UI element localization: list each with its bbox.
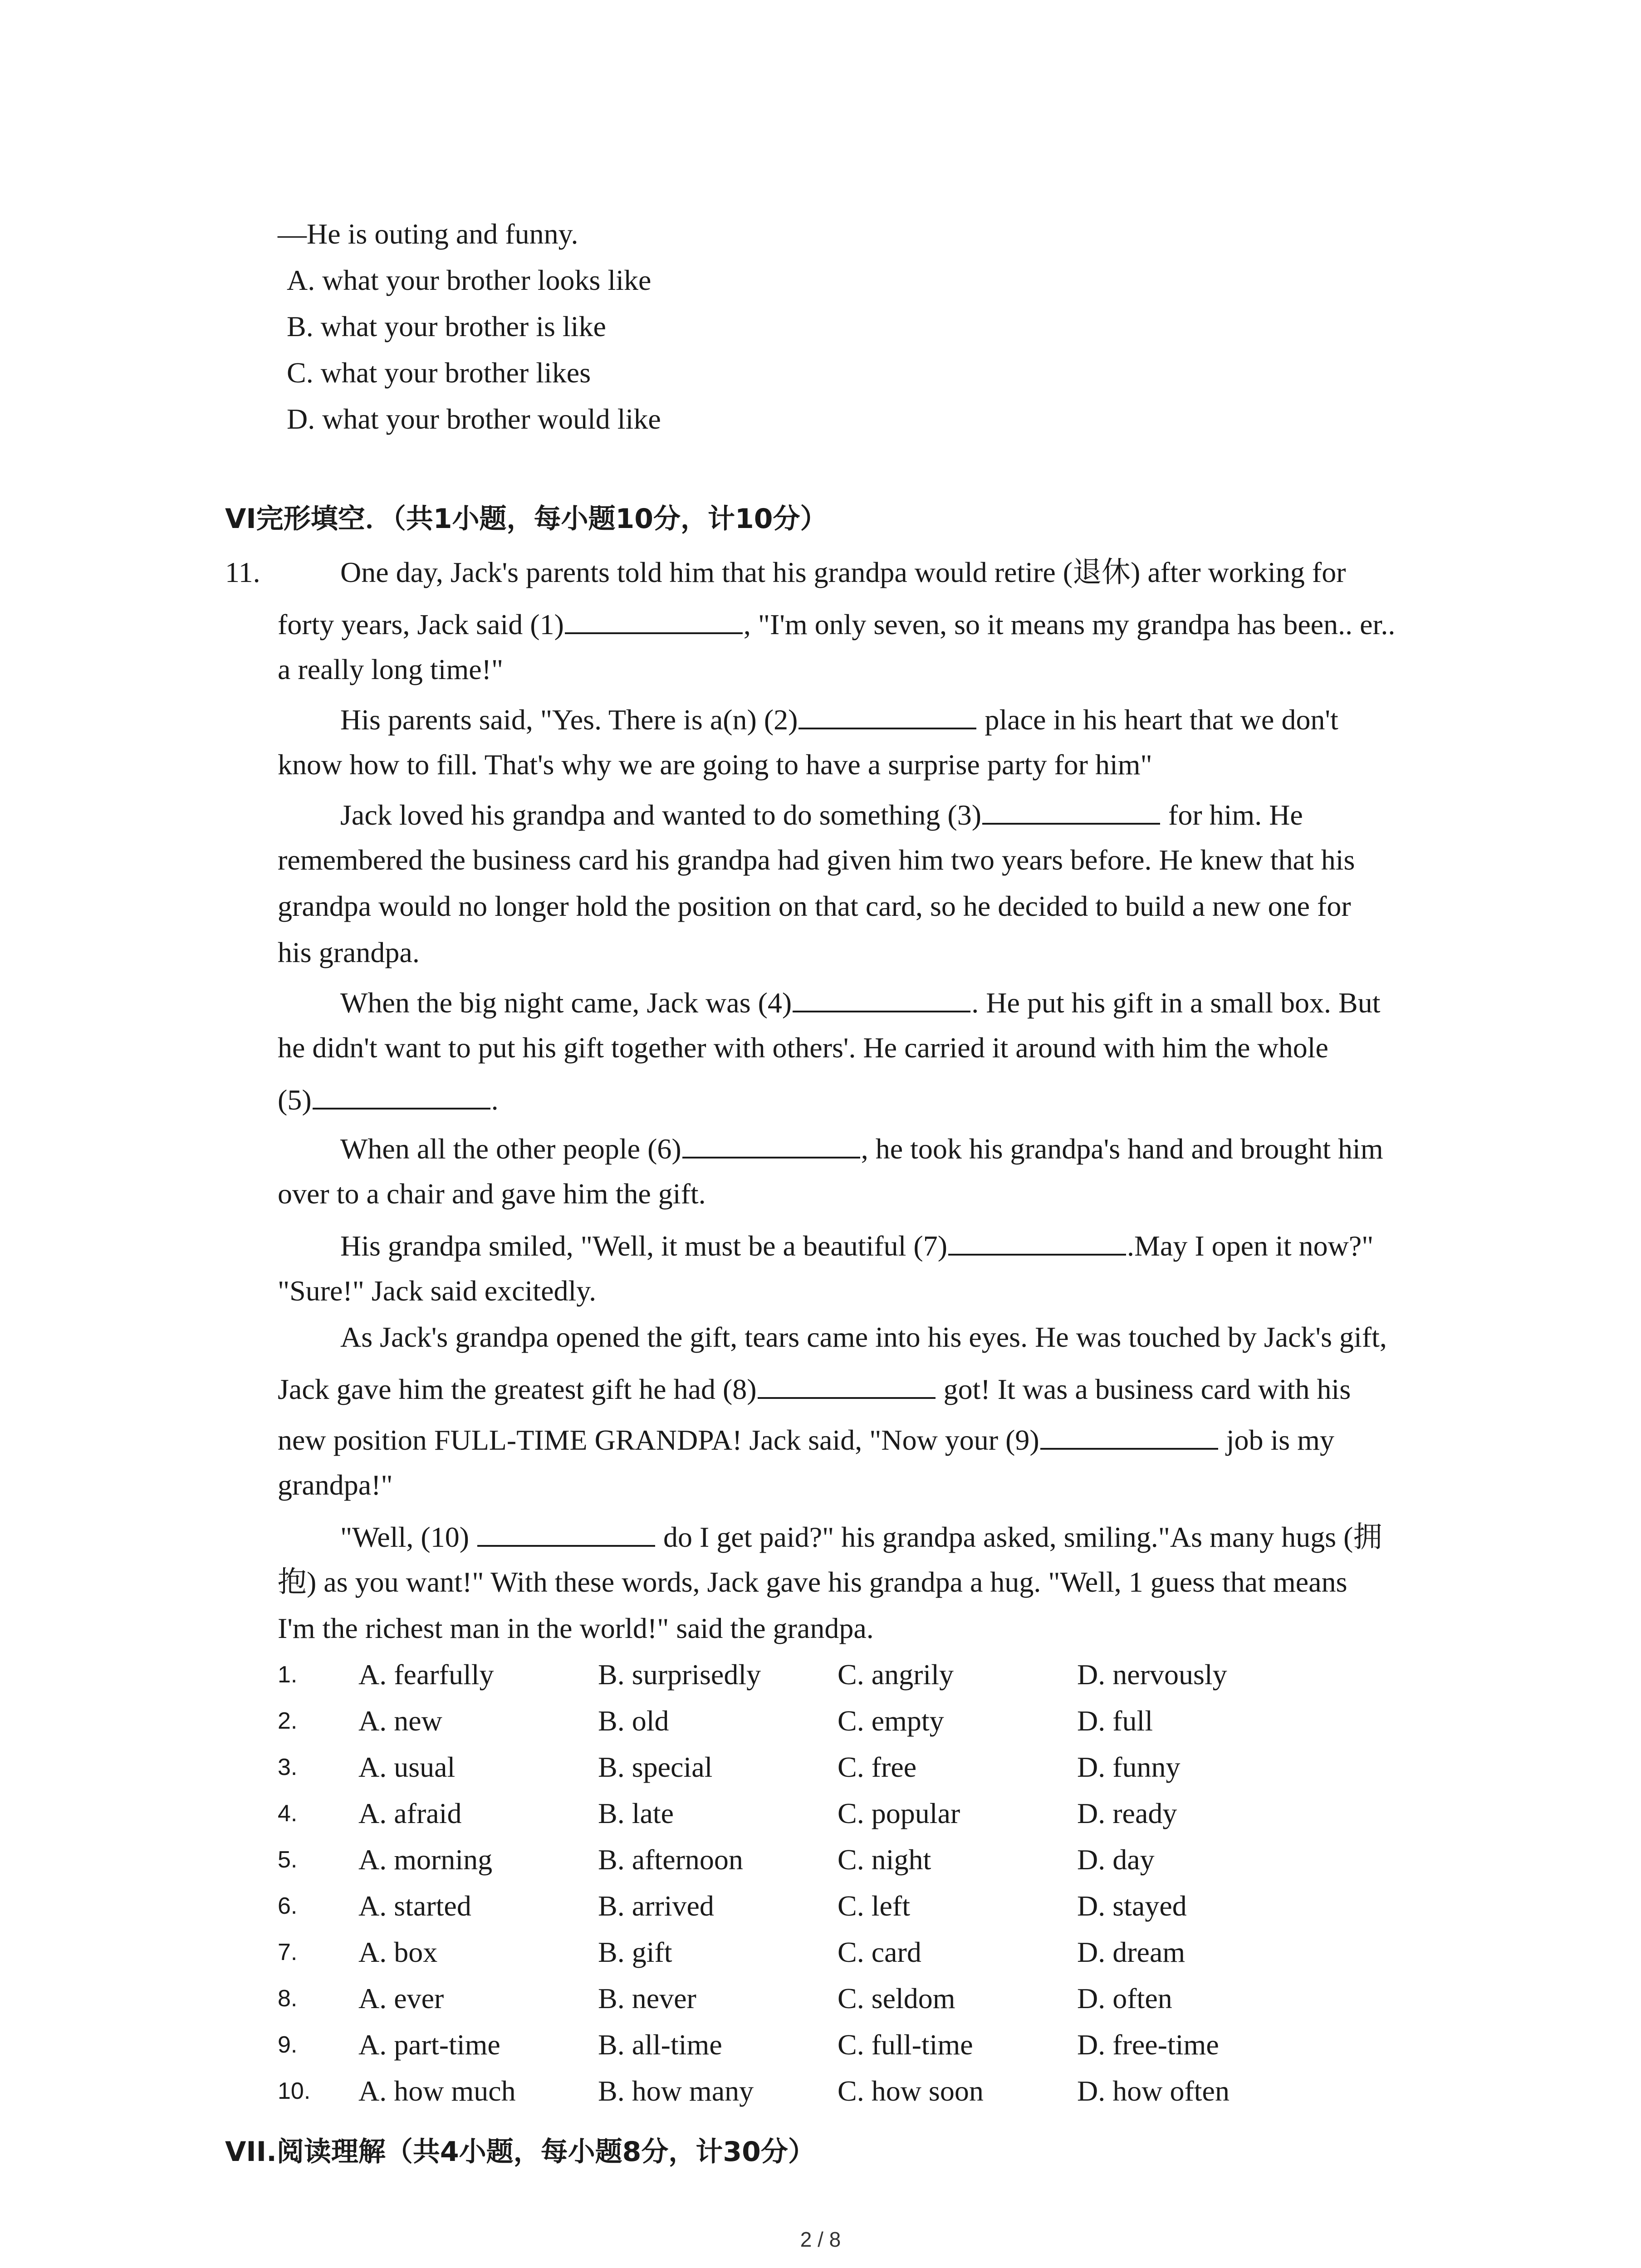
question-number: 11. [225, 556, 260, 588]
blank-9[interactable] [1040, 1421, 1218, 1450]
choice-option[interactable]: A. how much [358, 2075, 516, 2107]
blank-7[interactable] [948, 1227, 1126, 1256]
choice-option[interactable]: C. free [838, 1751, 917, 1783]
choice-option[interactable]: B. afternoon [598, 1843, 743, 1876]
carryover-option-a: A. what your brother looks like [287, 264, 652, 296]
choice-number: 7. [278, 1939, 298, 1965]
choice-number: 6. [278, 1893, 298, 1919]
choice-option[interactable]: A. usual [358, 1751, 456, 1783]
choice-number: 9. [278, 2032, 298, 2058]
choice-option[interactable]: D. how often [1077, 2075, 1230, 2107]
choice-option[interactable]: D. dream [1077, 1936, 1185, 1968]
choice-option[interactable]: B. gift [598, 1936, 672, 1968]
choice-option[interactable]: C. full-time [838, 2028, 973, 2061]
passage-line: One day, Jack's parents told him that his grandpa would retire (退休) after working for [340, 556, 1346, 588]
carryover-option-c: C. what your brother likes [287, 357, 591, 389]
choice-option[interactable]: C. empty [838, 1705, 944, 1737]
passage-line: remembered the business card his grandpa had given him two years before. He knew that his [278, 844, 1355, 876]
choice-option[interactable]: D. free-time [1077, 2028, 1219, 2061]
choice-option[interactable]: C. card [838, 1936, 921, 1968]
choice-option[interactable]: B. surprisedly [598, 1658, 761, 1691]
choice-option[interactable]: A. started [358, 1890, 471, 1922]
blank-3[interactable] [982, 796, 1160, 825]
blank-4[interactable] [793, 983, 970, 1012]
choice-option[interactable]: A. new [358, 1705, 442, 1737]
blank-2[interactable] [798, 700, 976, 729]
passage-line: Jack loved his grandpa and wanted to do something (3) for him. He [340, 796, 1303, 833]
choice-option[interactable]: A. fearfully [358, 1658, 494, 1691]
passage-line: new position FULL-TIME GRANDPA! Jack said, "Now your (9) job is my [278, 1421, 1334, 1458]
passage-line: 抱) as you want!" With these words, Jack gave his grandpa a hug. "Well, 1 guess that means [278, 1566, 1347, 1598]
choice-option[interactable]: A. box [358, 1936, 438, 1968]
passage-line: As Jack's grandpa opened the gift, tears came into his eyes. He was touched by Jack's gift, [340, 1321, 1387, 1353]
passage-line: grandpa!" [278, 1469, 393, 1501]
choice-option[interactable]: C. popular [838, 1797, 960, 1829]
choice-option[interactable]: D. full [1077, 1705, 1153, 1737]
passage-line: "Well, (10) do I get paid?" his grandpa asked, smiling."As many hugs (拥 [340, 1518, 1382, 1555]
choice-option[interactable]: B. all-time [598, 2028, 722, 2061]
choice-option[interactable]: D. nervously [1077, 1658, 1227, 1691]
passage-line: Jack gave him the greatest gift he had (8) got! It was a business card with his [278, 1370, 1351, 1408]
passage-line: When the big night came, Jack was (4) . He put his gift in a small box. But [340, 983, 1381, 1021]
choice-number: 1. [278, 1662, 298, 1688]
choice-option[interactable]: D. stayed [1077, 1890, 1187, 1922]
carryover-option-d: D. what your brother would like [287, 403, 661, 435]
choice-option[interactable]: B. arrived [598, 1890, 714, 1922]
passage-line: His parents said, "Yes. There is a(n) (2) place in his heart that we don't [340, 700, 1338, 738]
choice-option[interactable]: C. night [838, 1843, 931, 1876]
passage-line: His grandpa smiled, "Well, it must be a beautiful (7) .May I open it now?" [340, 1227, 1373, 1264]
choice-option[interactable]: D. day [1077, 1843, 1155, 1876]
passage-line: over to a chair and gave him the gift. [278, 1178, 706, 1210]
choice-option[interactable]: A. ever [358, 1982, 444, 2014]
choice-option[interactable]: B. old [598, 1705, 669, 1737]
blank-1[interactable] [565, 605, 743, 634]
blank-8[interactable] [758, 1370, 936, 1399]
choice-option[interactable]: B. how many [598, 2075, 754, 2107]
choice-option[interactable]: C. angrily [838, 1658, 954, 1691]
passage-line: "Sure!" Jack said excitedly. [278, 1275, 597, 1307]
passage-line: forty years, Jack said (1) , "I'm only seven, so it means my grandpa has been.. er.. [278, 605, 1395, 643]
passage-line: (5) . [278, 1080, 499, 1118]
passage-line: a really long time!" [278, 653, 504, 685]
answer-line: —He is outing and funny. [278, 218, 578, 250]
choice-option[interactable]: C. how soon [838, 2075, 984, 2107]
passage-line: I'm the richest man in the world!" said the grandpa. [278, 1612, 874, 1644]
choice-option[interactable]: B. special [598, 1751, 713, 1783]
passage-line: he didn't want to put his gift together with others'. He carried it around with him the whole [278, 1031, 1328, 1064]
passage-line: his grandpa. [278, 936, 420, 968]
passage-line: know how to fill. That's why we are going to have a surprise party for him" [278, 748, 1152, 781]
choice-number: 2. [278, 1708, 298, 1734]
choice-option[interactable]: C. seldom [838, 1982, 955, 2014]
blank-5[interactable] [313, 1080, 490, 1110]
choice-option[interactable]: B. never [598, 1982, 696, 2014]
passage-line: When all the other people (6) , he took his grandpa's hand and brought him [340, 1129, 1383, 1167]
carryover-option-b: B. what your brother is like [287, 310, 606, 342]
choice-option[interactable]: A. part-time [358, 2028, 500, 2061]
choice-number: 5. [278, 1847, 298, 1873]
section-heading-cloze: VI完形填空．（共1小题，每小题10分，计10分） [225, 503, 828, 535]
choice-option[interactable]: B. late [598, 1797, 674, 1829]
choice-number: 3. [278, 1754, 298, 1780]
passage-line: grandpa would no longer hold the position on that card, so he decided to build a new one for [278, 890, 1351, 922]
page-indicator: 2 / 8 [800, 2228, 841, 2251]
blank-6[interactable] [682, 1129, 860, 1158]
choice-option[interactable]: D. funny [1077, 1751, 1181, 1783]
choice-number: 10. [278, 2078, 311, 2104]
choice-number: 4. [278, 1800, 298, 1827]
choice-option[interactable]: D. often [1077, 1982, 1172, 2014]
blank-10[interactable] [477, 1518, 655, 1547]
section-heading-reading: VII.阅读理解（共4小题，每小题8分，计30分） [225, 2136, 815, 2168]
choice-option[interactable]: A. morning [358, 1843, 493, 1876]
choice-option[interactable]: A. afraid [358, 1797, 462, 1829]
choice-number: 8. [278, 1985, 298, 2012]
choice-option[interactable]: C. left [838, 1890, 910, 1922]
choice-option[interactable]: D. ready [1077, 1797, 1177, 1829]
